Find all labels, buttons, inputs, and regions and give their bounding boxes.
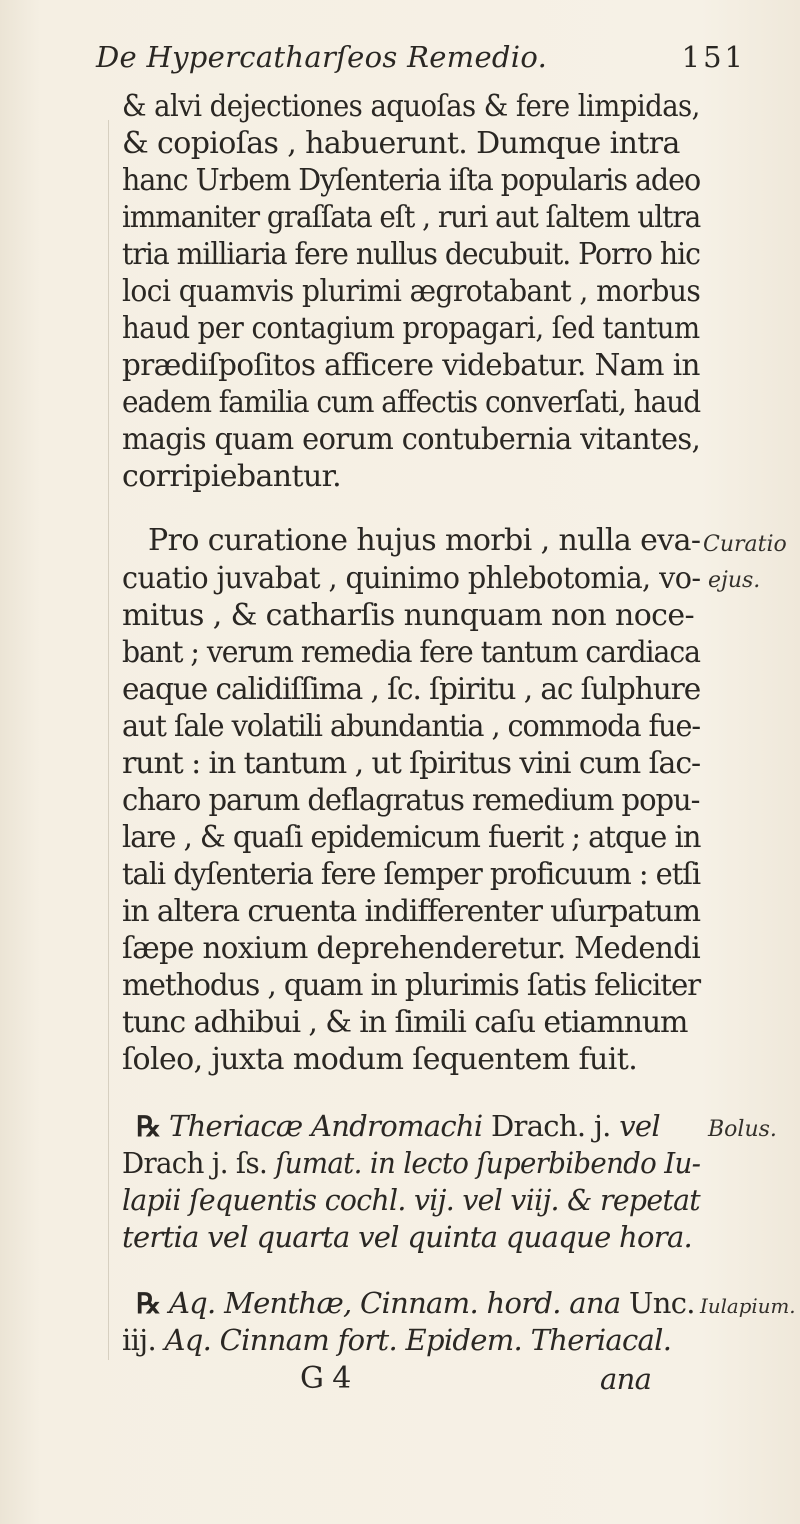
page-header <box>96 40 746 84</box>
running-title: De Hypercatharſeos Remedio. <box>96 40 548 74</box>
recipe-dose: Drach. j. <box>491 1109 611 1143</box>
text-line: in altera cruenta indifferenter uſurpatum <box>122 894 700 929</box>
catchword: ana <box>600 1362 652 1396</box>
recipe-instruction: ſumat. in lecto ſuperbibendo Iu- <box>275 1146 701 1180</box>
text-line: mitus , & catharſis nunquam non noce- <box>122 598 695 633</box>
text-line: charo parum deflagratus remedium popu- <box>122 783 700 818</box>
signature-mark: G 4 <box>300 1361 351 1396</box>
margin-note-ejus: ejus. <box>708 568 761 593</box>
recipe-line: tertia vel quarta vel quinta quaque hora. <box>122 1220 693 1254</box>
text-line: tunc adhibui , & in ſimili caſu etiamnum <box>122 1005 688 1040</box>
recipe-dose: Unc. <box>628 1286 695 1320</box>
text-line: tali dyſenteria fere ſemper proficuum : etſi <box>122 857 701 892</box>
recipe-conjunction: vel <box>619 1109 660 1143</box>
text-line: eaque calidiſſima , ſc. ſpiritu , ac ſulphure <box>122 672 701 707</box>
text-line: bant ; verum remedia fere tantum cardiaca <box>122 635 701 670</box>
text-line: lare , & quaſi epidemicum fuerit ; atque in <box>122 820 701 855</box>
text-line: ſæpe noxium deprehenderetur. Medendi <box>122 931 701 966</box>
text-line: methodus , quam in plurimis ſatis feliciter <box>122 968 701 1003</box>
text-line: corripiebantur. <box>122 459 342 494</box>
text-line: ſoleo, juxta modum ſequentem fuit. <box>122 1042 638 1077</box>
recipe-ingredient: Aq. Cinnam fort. Epidem. Theriacal. <box>164 1323 672 1357</box>
text-line: tria milliaria fere nullus decubuit. Porro hic <box>122 237 700 272</box>
text-line: & alvi dejectiones aquoſas & fere limpidas, <box>122 89 700 124</box>
recipe-line <box>136 1109 660 1144</box>
recipe-ingredient: Aq. Menthæ, Cinnam. hord. ana <box>168 1286 621 1320</box>
margin-note-iulapium: Iulapium. <box>700 1294 796 1318</box>
text-line: runt : in tantum , ut ſpiritus vini cum ſac- <box>122 746 701 781</box>
margin-note-curatio: Curatio <box>703 532 787 557</box>
recipe-line <box>122 1146 700 1180</box>
text-line: immaniter graſſata eſt , ruri aut ſaltem ultra <box>122 200 701 235</box>
recipe-symbol-icon: ℞ <box>136 1287 161 1320</box>
recipe-symbol-icon: ℞ <box>136 1110 161 1143</box>
text-line: magis quam eorum contubernia vitantes, <box>122 422 701 457</box>
recipe-line <box>136 1286 695 1321</box>
text-line: cuatio juvabat , quinimo phlebotomia, vo- <box>122 561 701 596</box>
recipe-line: lapii ſequentis cochl. vij. vel viij. & repetat <box>122 1183 700 1217</box>
text-line: eadem familia cum affectis converſati, haud <box>122 385 701 420</box>
recipe-dose: Drach j. ſs. <box>122 1146 268 1180</box>
text-line: prædiſpoſitos afficere videbatur. Nam in <box>122 348 700 383</box>
text-line: loci quamvis plurimi ægrotabant , morbus <box>122 274 701 309</box>
gutter-shadow <box>108 120 109 1360</box>
text-line: hanc Urbem Dyſenteria iſta popularis adeo <box>122 163 701 198</box>
text-line: Pro curatione hujus morbi , nulla eva- <box>148 523 701 558</box>
text-line: & copioſas , habuerunt. Dumque intra <box>122 126 680 161</box>
margin-note-bolus: Bolus. <box>708 1117 777 1142</box>
recipe-line <box>122 1323 671 1357</box>
text-line: aut ſale volatili abundantia , commoda fue- <box>122 709 701 744</box>
recipe-ingredient: Theriacæ Andromachi <box>168 1109 483 1143</box>
text-line: haud per contagium propagari, ſed tantum <box>122 311 700 346</box>
page-number: 151 <box>681 40 746 74</box>
recipe-dose: iij. <box>122 1323 156 1357</box>
